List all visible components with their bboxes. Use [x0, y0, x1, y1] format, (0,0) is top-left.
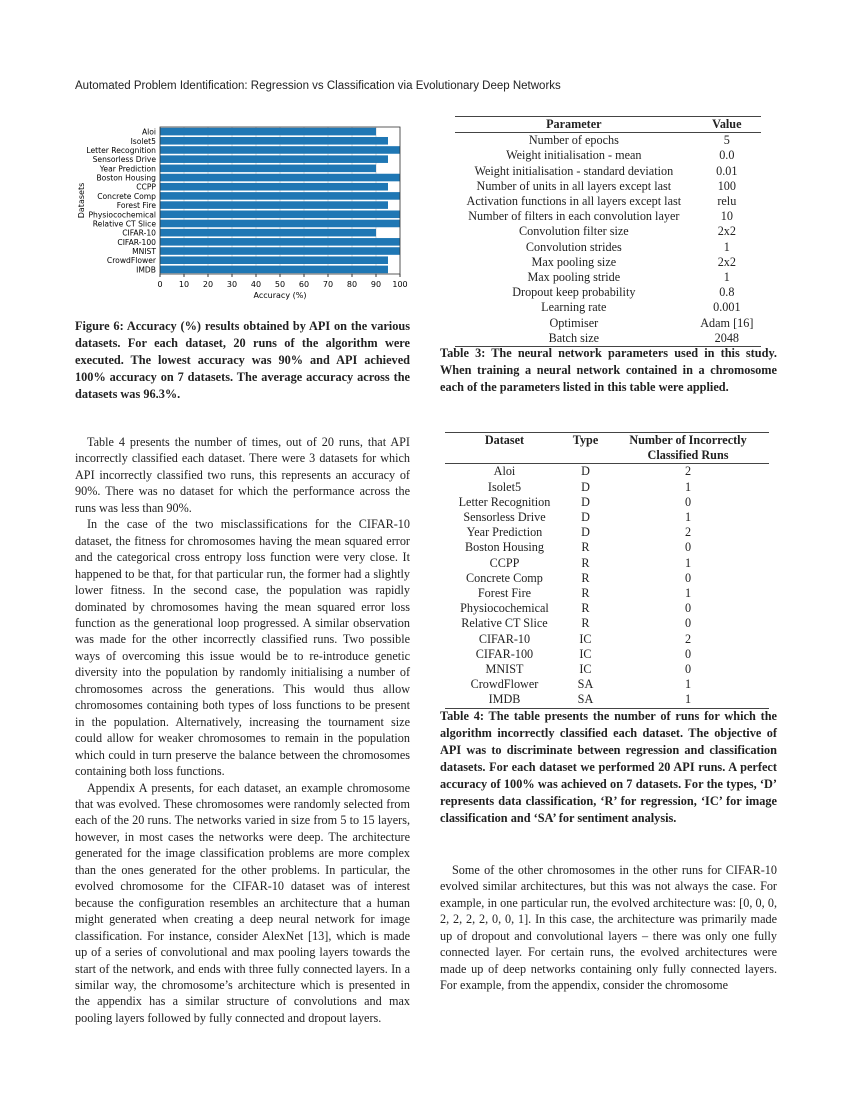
y-tick-label: CIFAR-10 [122, 228, 156, 238]
y-tick-label: MNIST [132, 247, 156, 257]
table-cell: R [581, 586, 590, 601]
table-cell: CIFAR-100 [475, 646, 534, 661]
table-cell: Adam [16] [700, 315, 754, 330]
table-row [455, 300, 761, 315]
table-cell: Learning rate [541, 300, 607, 315]
table-row [455, 240, 761, 255]
table-row [445, 586, 769, 601]
table-cell: 0 [684, 494, 692, 509]
paragraph: Appendix A presents, for each dataset, an example chromosome that was evolved. These chromosomes were randomly selected from each of the 20 runs. The networks varied in size from 5 to 15 layers, however, in most cases the networks were deep. The architecture generated for the image classification problems are more complex than the ones generated for the other problems. In particular, the evolved chromosome for the CIFAR-10 dataset was of interest because the configuration resembles an architecture that a human might generated when creating a deep neural network for image classification. For instance, consider AlexNet [13], which is made up of a series of convolutional and max pooling layers towards the start of the network, and ends with three fully connected layers. In a similar way, the chromosome’s architecture which is presented in the appendix has a similar structure of convolutions and max pooling layers followed by fully connected and dropout layers. [75, 780, 410, 1025]
y-tick-label: Boston Housing [96, 173, 156, 183]
table-cell: 1 [723, 270, 730, 285]
table-cell: Physiocochemical [460, 601, 549, 616]
table-row [455, 194, 761, 209]
table-cell: Weight initialisation - mean [506, 148, 642, 163]
y-axis-label: Datasets [77, 182, 86, 219]
table-cell: IC [579, 662, 592, 677]
table-4 [445, 432, 769, 709]
table-cell: IC [579, 631, 592, 646]
table-cell: 0 [684, 601, 692, 616]
table-cell: Activation functions in all layers except last [466, 194, 682, 209]
x-tick-label: 40 [250, 280, 262, 289]
table-cell: D [581, 525, 590, 540]
table-row [445, 495, 769, 510]
table-row [455, 209, 761, 224]
y-tick-label: CCPP [136, 182, 156, 192]
table-cell: 0.01 [716, 163, 738, 178]
table-cell: R [581, 601, 590, 616]
table-cell: 1 [723, 239, 730, 254]
table-cell: 0 [684, 540, 692, 555]
table-row [445, 464, 769, 480]
table-cell: Batch size [548, 330, 600, 345]
table-row [445, 571, 769, 586]
bar [160, 220, 400, 228]
y-tick-label: Relative CT Slice [92, 219, 156, 229]
table-cell: Letter Recognition [458, 494, 551, 509]
table-cell: CrowdFlower [470, 677, 539, 692]
table-cell: D [581, 464, 590, 479]
table-cell: 10 [720, 209, 733, 224]
table-cell: 1 [684, 586, 692, 601]
table-cell: SA [577, 692, 594, 707]
table-cell: 1 [684, 677, 692, 692]
table-row [445, 647, 769, 662]
x-tick-label: 90 [370, 280, 382, 289]
table-row [445, 480, 769, 495]
y-tick-label: Forest Fire [116, 201, 156, 211]
table-row [445, 677, 769, 692]
table-cell: Relative CT Slice [461, 616, 548, 631]
table-row [445, 556, 769, 571]
x-tick-label: 0 [157, 280, 163, 289]
x-tick-label: 50 [274, 280, 286, 289]
table-row [455, 133, 761, 149]
x-axis-label: Accuracy (%) [253, 291, 307, 300]
table-cell: 0.001 [713, 300, 741, 315]
table-cell: IC [579, 646, 592, 661]
y-tick-label: Letter Recognition [86, 145, 156, 155]
table-cell: 2x2 [717, 224, 736, 239]
table-cell: R [581, 555, 590, 570]
y-tick-label: Year Prediction [99, 164, 156, 174]
table-cell: Optimiser [549, 315, 599, 330]
table-cell: IMDB [488, 692, 521, 707]
bar [160, 238, 400, 246]
table-cell: relu [717, 194, 737, 209]
x-tick-label: 10 [178, 280, 190, 289]
y-tick-label: Physiocochemical [88, 210, 156, 220]
x-tick-label: 20 [202, 280, 214, 289]
bar [160, 183, 388, 191]
paragraph: Some of the other chromosomes in the other runs for CIFAR-10 evolved similar architectures, but this was not always the case. For example, in one particular run, the evolved architecture was: [0, 0, 0, 2, 2, 2, 2, 0, 0, 1]. In this case, the architecture was primarily made up of dropout and convolutional layers – there was only one fully connected layer. For certain runs, the evolved architectures were made up of deep networks containing only fully connected layers. For example, from the appendix, consider the chromosome [440, 863, 777, 993]
table-row [455, 270, 761, 285]
x-tick-label: 80 [346, 280, 358, 289]
table-cell: 5 [723, 133, 730, 148]
table-cell: D [581, 494, 590, 509]
y-tick-label: Isolet5 [130, 136, 156, 146]
table-cell: D [581, 479, 590, 494]
table-cell: 1 [684, 479, 692, 494]
table-row [445, 632, 769, 647]
bar [160, 256, 388, 264]
y-tick-label: Aloi [141, 127, 156, 137]
table-row [455, 316, 761, 331]
table-row [455, 179, 761, 194]
table-cell: R [581, 616, 590, 631]
table-cell: Number of filters in each convolution layer [468, 209, 680, 224]
y-tick-label: Concrete Comp [97, 191, 156, 201]
y-tick-label: IMDB [136, 265, 156, 275]
table-cell: Boston Housing [465, 540, 544, 555]
table-row [455, 285, 761, 300]
table-cell: Dropout keep probability [512, 285, 636, 300]
table-row [445, 601, 769, 616]
table-row [445, 692, 769, 708]
table-cell: Isolet5 [487, 479, 522, 494]
y-tick-label: Sensorless Drive [92, 155, 156, 165]
paragraph: In the case of the two misclassifications for the CIFAR-10 dataset, the fitness for chromosomes having the mean squared error and the categorical cross entropy loss function were very close. It happened to be that, for that particular run, the former had a slightly lower fitness. In the second case, the population was rapidly dominated by chromosomes having the mean squared error loss function as the generational loop progressed. A similar observation was made for the other incorrectly classified runs. Two possible ways of overcoming this issue would be to re-introduce genetic diversity into the population by randomly initialising a number of chromosomes across the generations. This would thus allow chromosomes containing both types of loss functions to be present in the population. Alternatively, increasing the tournament size could allow for weaker chromosomes to remain in the population which could in turn preserve the balance between the chromosomes containing both loss functions. [75, 517, 410, 779]
table-cell: Number of units in all layers except last [476, 178, 672, 193]
running-header: Automated Problem Identification: Regression vs Classification via Evolutionary Deep Networks [75, 80, 561, 92]
bar [160, 174, 400, 182]
table-cell: Number of epochs [528, 133, 619, 148]
table-cell: Concrete Comp [466, 570, 543, 585]
x-tick-label: 60 [298, 280, 310, 289]
table-cell: 0 [684, 570, 692, 585]
table-cell: 2 [684, 464, 692, 479]
table-3 [455, 116, 761, 347]
table-cell: Convolution strides [525, 239, 622, 254]
bar [160, 266, 388, 274]
x-tick-label: 100 [392, 280, 408, 289]
col-header: Value [693, 117, 761, 133]
paragraph: Table 4 presents the number of times, out of 20 runs, that API incorrectly classified each dataset. There were 3 datasets for which API incorrectly classified two runs, this represents an accuracy of 90%. There was no dataset for which the performance across the runs was less than 90%. [75, 435, 410, 515]
table-cell: 0 [684, 616, 692, 631]
bar [160, 146, 400, 154]
bar [160, 201, 388, 209]
y-tick-label: CIFAR-100 [117, 237, 156, 247]
table-cell: 0 [684, 646, 692, 661]
table-row [455, 224, 761, 239]
table-cell: MNIST [485, 662, 524, 677]
table-row [445, 540, 769, 555]
table-cell: CCPP [489, 555, 520, 570]
table-cell: 100 [717, 178, 736, 193]
bar [160, 137, 388, 145]
y-tick-label: CrowdFlower [106, 256, 156, 266]
bar [160, 210, 400, 218]
table-cell: Aloi [493, 464, 516, 479]
left-column-text [75, 434, 410, 1026]
table-row [445, 616, 769, 631]
table-cell: 2 [684, 525, 692, 540]
table-3-caption: Table 3: The neural network parameters used in this study. When training a neural network contained in a chromosome each of the parameters listed in this table were applied. [440, 346, 777, 394]
table-cell: 1 [684, 692, 692, 707]
table-cell: 1 [684, 555, 692, 570]
table-cell: D [581, 510, 590, 525]
table-cell: 0 [684, 662, 692, 677]
bar [160, 165, 376, 173]
table-cell: 2048 [714, 330, 740, 345]
table-cell: 2x2 [717, 254, 736, 269]
table-4-caption: Table 4: The table presents the number of runs for which the algorithm incorrectly classified each dataset. The objective of API was to discriminate between regression and classification datasets. For each dataset we performed 20 API runs. A perfect accuracy of 100% was achieved on 7 datasets. For the types, ‘D’ represents data classification, ‘R’ for regression, ‘IC’ for image classification and ‘SA’ for sentiment analysis. [440, 709, 777, 825]
bar [160, 247, 400, 255]
table-cell: 0.0 [719, 148, 735, 163]
table-cell: 1 [684, 510, 692, 525]
bar [160, 155, 388, 163]
table-row [445, 525, 769, 540]
table-row [455, 255, 761, 270]
table-cell: SA [577, 677, 594, 692]
right-column-text [440, 862, 777, 994]
accuracy-bar-chart [70, 120, 415, 305]
table-cell: 2 [684, 631, 692, 646]
table-row [445, 510, 769, 525]
col-header: Type [564, 433, 607, 464]
table-cell: Convolution filter size [518, 224, 629, 239]
table-cell: Sensorless Drive [463, 510, 546, 525]
col-header: Number of Incorrectly Classified Runs [607, 433, 769, 464]
x-tick-label: 70 [322, 280, 334, 289]
table-cell: CIFAR-10 [478, 631, 531, 646]
table-cell: R [581, 570, 590, 585]
table-cell: Max pooling size [531, 254, 617, 269]
table-cell: Forest Fire [477, 586, 532, 601]
table-cell: Weight initialisation - standard deviation [474, 163, 674, 178]
bar [160, 192, 400, 200]
table-cell: Max pooling stride [527, 270, 621, 285]
col-header: Parameter [455, 117, 693, 133]
table-cell: Year Prediction [466, 525, 543, 540]
table-row [455, 164, 761, 179]
bar [160, 128, 376, 136]
figure-6-caption: Figure 6: Accuracy (%) results obtained by API on the various datasets. For each dataset, 20 runs of the algorithm were executed. The lowest accuracy was 90% and API achieved 100% accuracy on 7 datasets. The average accuracy across the datasets was 96.3%. [75, 319, 410, 401]
table-row [455, 148, 761, 163]
table-cell: 0.8 [719, 285, 735, 300]
table-cell: R [581, 540, 590, 555]
bar [160, 229, 376, 237]
col-header: Dataset [445, 433, 564, 464]
x-tick-label: 30 [226, 280, 238, 289]
table-row [445, 662, 769, 677]
